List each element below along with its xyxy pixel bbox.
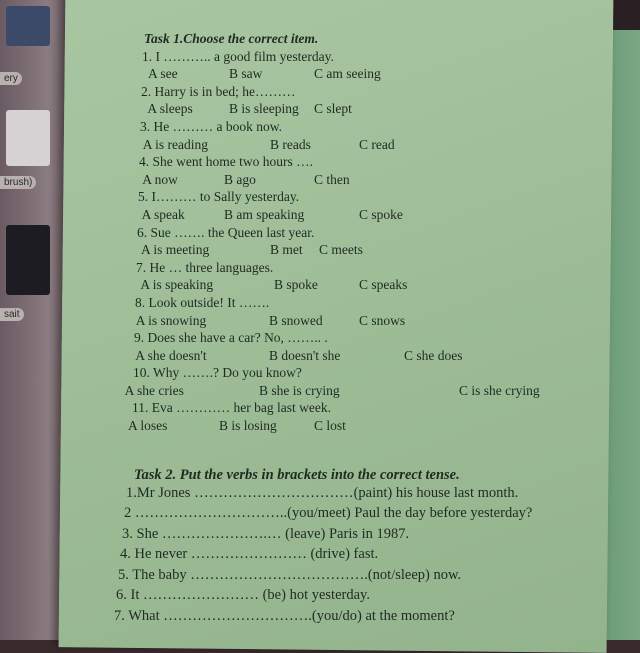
book-tag-label: ery: [0, 72, 22, 85]
option-b: B is losing: [219, 418, 277, 434]
option-a: A speak: [141, 206, 185, 222]
option-c: C meets: [319, 242, 363, 258]
sentence-line: 4. He never …………………… (drive) fast.: [120, 546, 379, 563]
book-thumbnail-image: [6, 225, 50, 295]
options-line: [64, 136, 604, 154]
option-c: C she does: [404, 347, 463, 363]
options-line: [64, 171, 604, 189]
question-line: 2. Harry is in bed; he………: [141, 83, 296, 99]
option-c: C slept: [314, 101, 352, 117]
option-a: A she cries: [124, 382, 184, 398]
option-c: C is she crying: [459, 382, 540, 398]
option-a: A is speaking: [140, 277, 214, 293]
option-c: C speaks: [359, 277, 408, 293]
option-c: C snows: [359, 312, 406, 328]
options-line: [64, 347, 604, 365]
options-line: [64, 65, 604, 83]
book-tag-label: sait: [0, 308, 24, 321]
task-1-title: Task 1.Choose the correct item.: [144, 31, 319, 46]
sentence-line: 3. She ………………….… (leave) Paris in 1987.: [122, 525, 410, 542]
option-a: A loses: [128, 418, 168, 434]
question-line: 10. Why …….? Do you know?: [133, 365, 302, 381]
option-c: C read: [359, 136, 395, 152]
sentence-line: 2 …………………………..(you/meet) Paul the day before yesterday?: [124, 505, 533, 522]
question-line: 5. I……… to Sally yesterday.: [138, 189, 300, 205]
task-1-section: [64, 30, 604, 435]
question-line: 6. Sue ……. the Queen last year.: [137, 224, 315, 240]
option-b: B saw: [229, 66, 263, 82]
option-c: C spoke: [359, 206, 403, 222]
option-b: B is sleeping: [229, 101, 299, 117]
task-2-section: [64, 467, 604, 628]
question-line: 11. Eva ………… her bag last week.: [132, 400, 331, 416]
sentence-line: 5. The baby ……………………………….(not/sleep) now.: [118, 566, 462, 583]
option-c: C lost: [314, 418, 346, 434]
option-a: A now: [142, 171, 178, 187]
option-b: B ago: [224, 171, 256, 187]
task-2-items: [64, 485, 604, 629]
option-a: A is meeting: [141, 242, 210, 258]
sentence-line: 1.Mr Jones ……………………………(paint) his house last month.: [126, 484, 519, 501]
option-a: A is snowing: [135, 312, 207, 328]
options-line: [64, 276, 604, 294]
sentence-line: 6. It …………………… (be) hot yesterday.: [116, 587, 370, 604]
question-line: 4. She went home two hours ….: [139, 154, 313, 170]
option-c: C am seeing: [314, 66, 381, 82]
task-1-items: [64, 48, 604, 435]
options-line: [64, 100, 604, 118]
option-b: B spoke: [274, 277, 318, 293]
option-b: B met: [270, 242, 303, 258]
task-2-title: Task 2. Put the verbs in brackets into the correct tense.: [134, 467, 460, 483]
option-a: A sleeps: [147, 101, 193, 117]
question-line: 9. Does she have a car? No, …….. .: [134, 330, 328, 346]
option-b: B doesn't she: [269, 347, 341, 363]
option-a: A is reading: [142, 136, 209, 152]
question-line: 3. He ……… a book now.: [140, 118, 282, 134]
option-c: C then: [314, 171, 350, 187]
question-line: 7. He … three languages.: [136, 259, 274, 275]
option-b: B am speaking: [224, 206, 305, 222]
question-line: 8. Look outside! It …….: [135, 294, 270, 310]
question-line: 1. I ……….. a good film yesterday.: [142, 48, 334, 64]
options-line: [64, 241, 604, 259]
option-b: B snowed: [269, 312, 323, 328]
sentence-line: 7. What ………………………….(you/do) at the moment?: [114, 607, 455, 624]
book-thumbnail-image: [6, 6, 50, 46]
option-b: B reads: [270, 136, 311, 152]
option-a: A see: [148, 66, 178, 82]
book-tag-label: brush): [0, 176, 36, 189]
options-line: [64, 206, 604, 224]
options-line: [64, 382, 604, 400]
option-a: A she doesn't: [135, 347, 207, 363]
options-line: [64, 417, 604, 435]
worksheet-content: [64, 30, 604, 640]
options-line: [64, 312, 604, 330]
option-b: B she is crying: [259, 382, 340, 398]
book-thumbnail-image: [6, 110, 50, 166]
